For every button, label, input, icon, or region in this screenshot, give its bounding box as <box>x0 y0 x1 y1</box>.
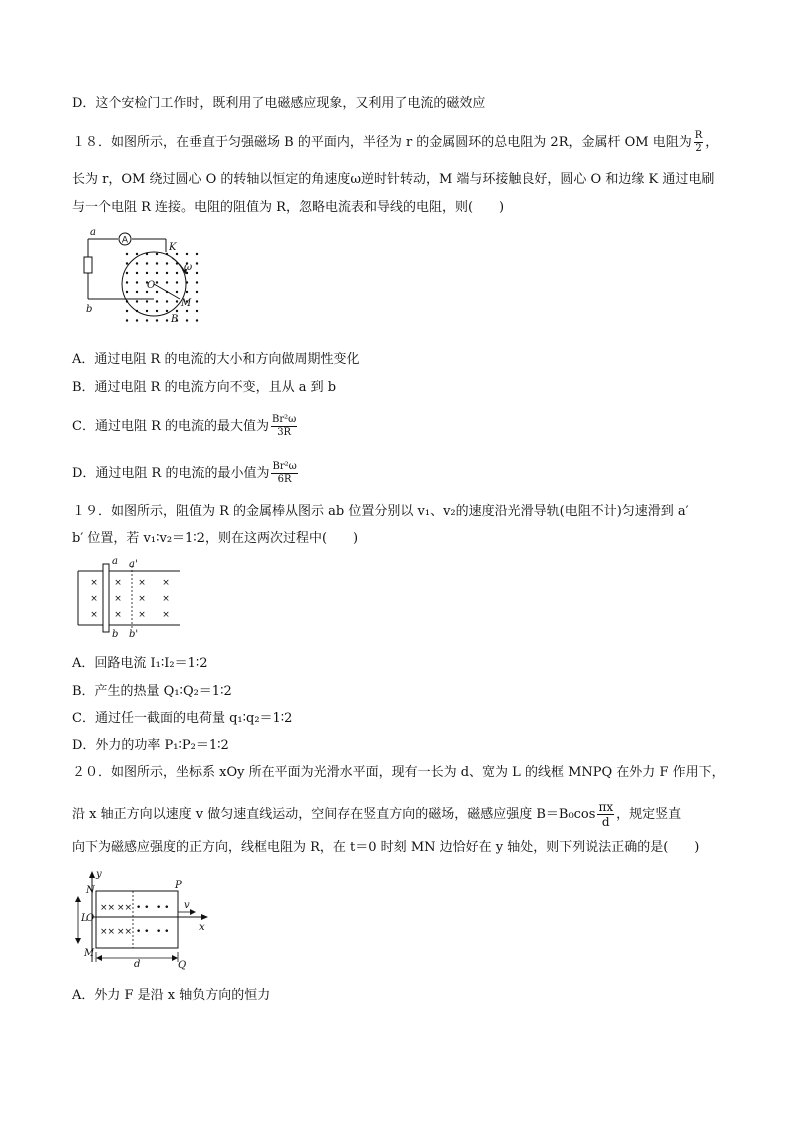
q18-option-a: A．通过电阻 R 的电流的大小和方向做周期性变化 <box>72 352 360 367</box>
svg-text:M: M <box>84 948 95 959</box>
field-dot <box>126 253 128 255</box>
q19-option-b: B．产生的热量 Q₁∶Q₂＝1∶2 <box>72 684 232 699</box>
field-cross: × <box>114 594 122 604</box>
field-dot <box>156 262 158 264</box>
svg-text:a': a' <box>129 559 138 570</box>
q19-figure-rails <box>76 556 186 638</box>
svg-text:ω: ω <box>184 262 193 273</box>
q19-stem-line1: １９．如图所示，阻值为 R 的金属棒从图示 ab 位置分别以 v₁、v₂的速度沿光滑导轨(电阻不计)匀速滑到 a′ <box>72 504 689 519</box>
q17-option-d: D．这个安检门工作时，既利用了电磁感应现象，又利用了电流的磁效应 <box>72 96 486 111</box>
q18-option-b: B．通过电阻 R 的电流方向不变，且从 a 到 b <box>72 380 337 395</box>
fraction-br2w-over-3r: $\frac{\text{Br²ω}}{3R}$ <box>272 414 297 438</box>
field-dot <box>176 310 178 312</box>
svg-text:Q: Q <box>178 960 187 970</box>
q20-option-a: A．外力 F 是沿 x 轴负方向的恒力 <box>72 988 271 1003</box>
field-dot <box>146 300 148 302</box>
field-dot <box>176 281 178 283</box>
field-dot <box>196 262 198 264</box>
svg-text:B: B <box>171 314 179 325</box>
field-dot <box>186 310 188 312</box>
svg-text:b: b <box>86 304 93 315</box>
field-cross: × <box>138 610 146 620</box>
svg-text:a: a <box>112 556 118 567</box>
fraction-pix-over-d: $\frac{\pi x}{d}$ <box>598 800 614 829</box>
field-dot <box>196 281 198 283</box>
field-dot <box>186 319 188 321</box>
q18-option-c: C．通过电阻 R 的电流的最大值为 $\frac{\text{Br²ω}}{3R}$ <box>72 414 297 438</box>
field-dot <box>176 253 178 255</box>
field-cross: × <box>138 594 146 604</box>
field-dot <box>156 272 158 274</box>
svg-text:L: L <box>81 913 88 924</box>
field-dot <box>196 300 198 302</box>
field-dot <box>136 300 138 302</box>
svg-text:• •: • • <box>156 903 170 913</box>
field-dot <box>196 272 198 274</box>
magnetic-field-crosses <box>90 578 170 620</box>
svg-text:××: ×× <box>117 927 133 937</box>
svg-text:P: P <box>175 880 182 891</box>
field-dot <box>146 291 148 293</box>
field-dot <box>156 319 158 321</box>
field-dot <box>166 281 168 283</box>
resistor-r <box>84 257 92 273</box>
field-dot <box>196 253 198 255</box>
field-dot <box>126 319 128 321</box>
field-dot <box>196 319 198 321</box>
q18-figure-rotating-ring <box>80 226 220 334</box>
field-dot <box>126 291 128 293</box>
frame-mnpq <box>96 891 178 948</box>
q18-stem-line1-text: １８．如图所示，在垂直于匀强磁场 B 的平面内，半径为 r 的金属圆环的总电阻为 2R，金属杆 OM 电阻为 <box>72 135 692 150</box>
field-dot <box>126 262 128 264</box>
svg-text:d: d <box>134 959 141 970</box>
field-cross: × <box>162 578 170 588</box>
svg-text:M: M <box>181 298 192 309</box>
field-dot <box>126 281 128 283</box>
q18-stem-line2: 长为 r，OM 绕过圆心 O 的转轴以恒定的角速度ω逆时针转动，M 端与环接触良好，圆心 O 和边缘 K 通过电刷 <box>72 172 715 187</box>
field-dot <box>136 291 138 293</box>
field-dot <box>166 319 168 321</box>
field-dot <box>166 300 168 302</box>
field-dot <box>156 310 158 312</box>
field-dot <box>136 319 138 321</box>
q19-option-d: D．外力的功率 P₁∶P₂＝1∶2 <box>72 738 229 753</box>
field-dot <box>196 291 198 293</box>
field-dot <box>166 310 168 312</box>
q20-figure-frame <box>72 870 212 970</box>
q19-option-c: C．通过任一截面的电荷量 q₁∶q₂＝1∶2 <box>72 711 293 726</box>
field-dot <box>196 310 198 312</box>
svg-text:××: ×× <box>100 903 116 913</box>
field-dot <box>146 310 148 312</box>
svg-text:O: O <box>86 913 95 924</box>
field-dot <box>186 291 188 293</box>
field-dot <box>156 253 158 255</box>
svg-text:• •: • • <box>156 927 170 937</box>
field-dot <box>126 310 128 312</box>
svg-text:y: y <box>96 870 102 880</box>
field-cross: × <box>138 578 146 588</box>
field-dot <box>176 272 178 274</box>
svg-text:N: N <box>86 885 95 896</box>
svg-text:• •: • • <box>136 927 150 937</box>
fraction-r-over-2: $\frac{R}{2}$ <box>694 130 703 154</box>
field-dot <box>156 291 158 293</box>
q19-stem-line2: b′ 位置，若 v₁∶v₂＝1∶2，则在这两次过程中( ) <box>72 531 359 546</box>
field-dot <box>126 272 128 274</box>
field-cross: × <box>162 594 170 604</box>
field-cross: × <box>90 594 98 604</box>
field-dot <box>136 262 138 264</box>
metal-rod-ab <box>103 564 109 632</box>
svg-text:××: ×× <box>117 903 133 913</box>
q18-option-d: D．通过电阻 R 的电流的最小值为 $\frac{\text{Br²ω}}{6R}$ <box>72 461 297 485</box>
svg-text:b': b' <box>129 629 139 638</box>
fraction-br2w-over-6r: $\frac{\text{Br²ω}}{6R}$ <box>272 461 297 485</box>
field-cross: × <box>90 610 98 620</box>
field-dot <box>146 272 148 274</box>
q20-stem-line2: 沿 x 轴正方向以速度 v 做匀速直线运动，空间存在竖直方向的磁场，磁感应强度 B＝B₀cos $\frac{\pi x}{d}$ ，规定竖直 <box>72 800 682 829</box>
q20-stem-line3: 向下为磁感应强度的正方向，线框电阻为 R，在 t＝0 时刻 MN 边恰好在 y 轴处，则下列说法正确的是( ) <box>72 840 700 855</box>
field-dot <box>156 300 158 302</box>
field-dot <box>156 281 158 283</box>
q19-option-a: A．回路电流 I₁∶I₂＝1∶2 <box>72 656 208 671</box>
field-cross: × <box>114 610 122 620</box>
svg-text:O: O <box>147 280 156 291</box>
svg-text:a: a <box>90 227 96 238</box>
q18-stem-line1: １８．如图所示，在垂直于匀强磁场 B 的平面内，半径为 r 的金属圆环的总电阻为 2R，金属杆 OM 电阻为 $\frac{R}{2}$ ， <box>72 130 719 154</box>
q20-stem-line1: ２０．如图所示，坐标系 xOy 所在平面为光滑水平面，现有一长为 d、宽为 L 的线框 MNPQ 在外力 F 作用下， <box>72 765 725 780</box>
svg-text:• •: • • <box>136 903 150 913</box>
svg-text:K: K <box>169 242 177 253</box>
svg-text:A: A <box>121 235 129 246</box>
field-dot <box>136 253 138 255</box>
field-dot <box>136 281 138 283</box>
field-dot <box>176 291 178 293</box>
field-cross: × <box>114 578 122 588</box>
field-dot <box>166 262 168 264</box>
q18-stem-line3: 与一个电阻 R 连接。电阻的阻值为 R，忽略电流表和导线的电阻，则( ) <box>72 200 505 215</box>
field-cross: × <box>162 610 170 620</box>
svg-text:v: v <box>184 900 190 911</box>
field-dot <box>136 272 138 274</box>
svg-text:x: x <box>199 922 205 933</box>
field-cross: × <box>90 578 98 588</box>
field-dot <box>146 319 148 321</box>
field-dot <box>146 262 148 264</box>
field-dot <box>186 253 188 255</box>
field-dot <box>176 300 178 302</box>
svg-text:××: ×× <box>100 927 116 937</box>
field-dot <box>166 272 168 274</box>
svg-text:b: b <box>112 629 119 638</box>
